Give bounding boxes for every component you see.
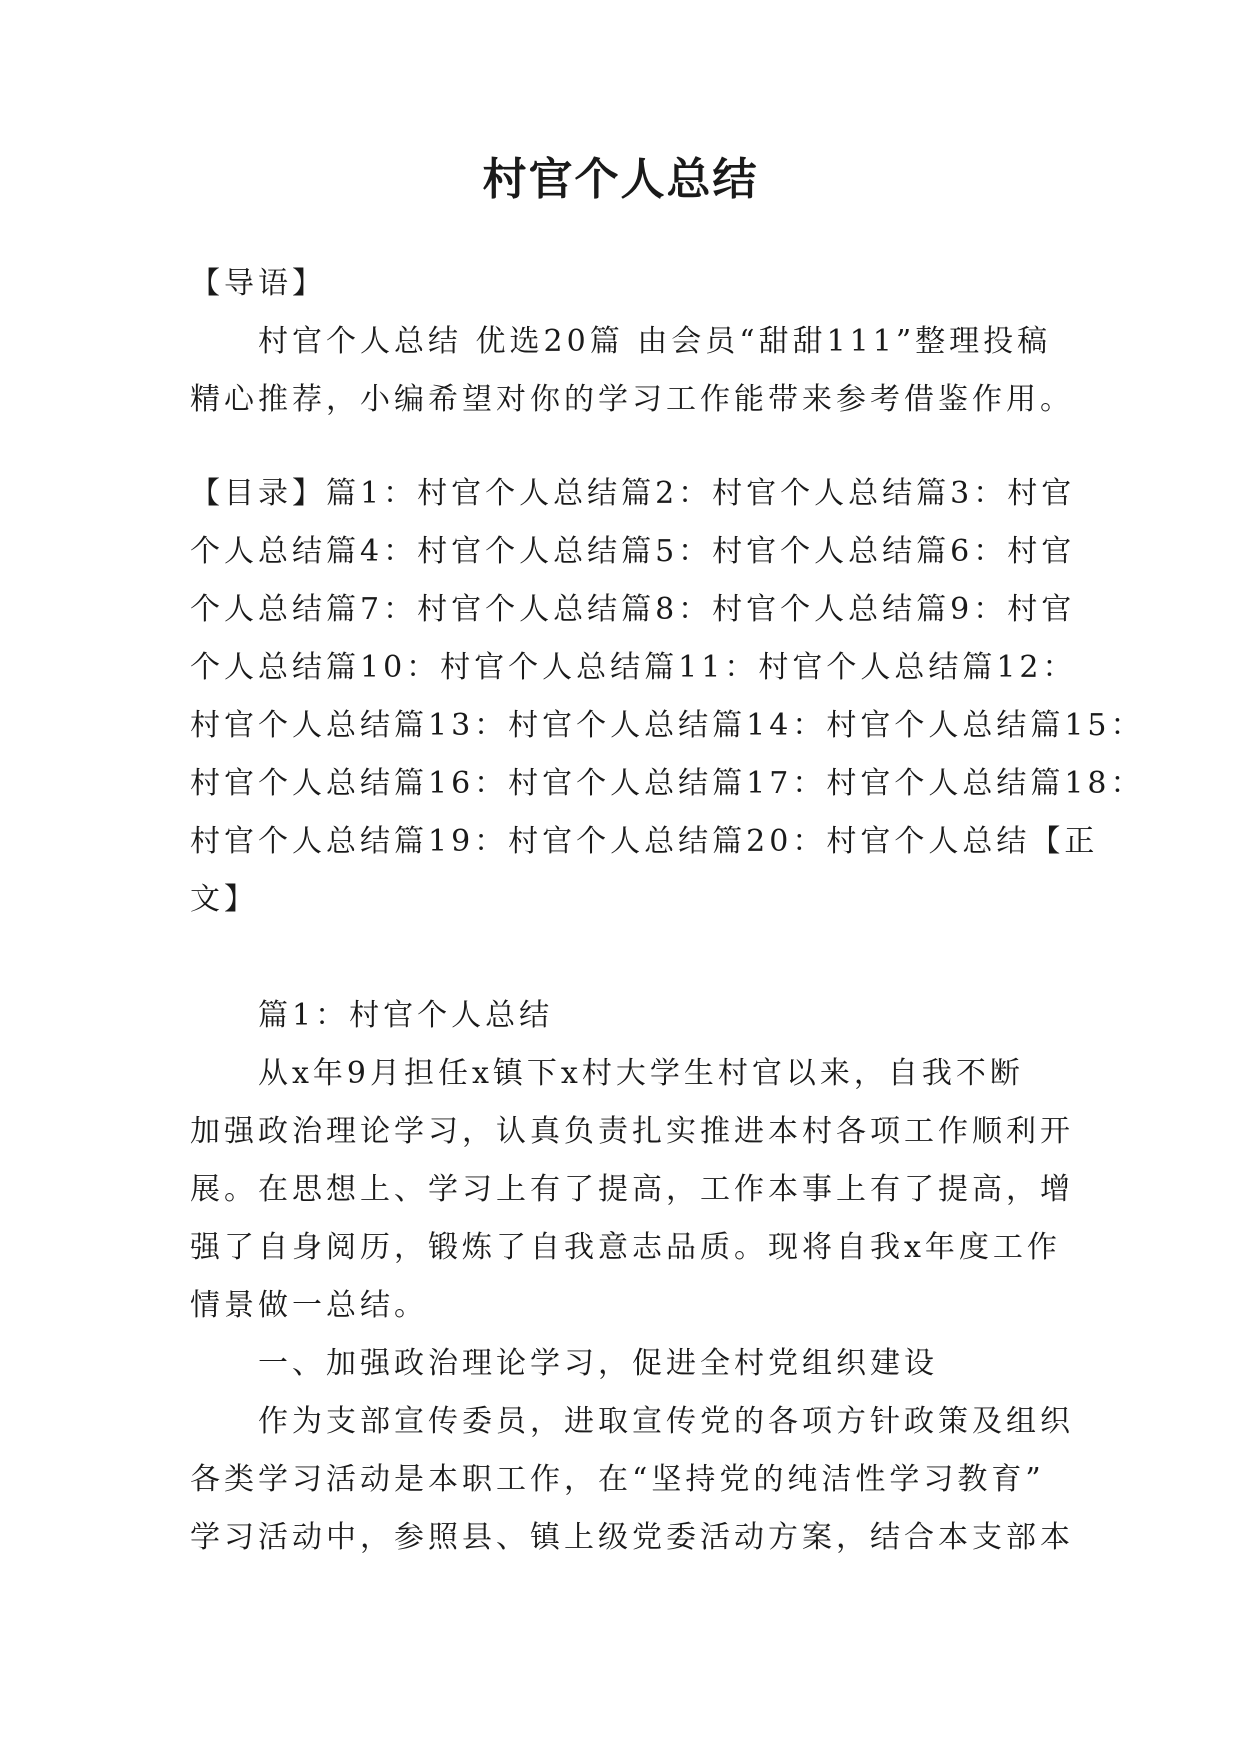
- article-section: [190, 987, 1074, 1567]
- toc-line: 个人总结篇10：村官个人总结篇11：村官个人总结篇12：: [190, 650, 1077, 685]
- intro-section: [190, 255, 1074, 429]
- article-line: 情景做一总结。: [190, 1288, 428, 1323]
- toc-line: 个人总结篇4：村官个人总结篇5：村官个人总结篇6：村官: [190, 534, 1076, 569]
- toc-line: 【目录】篇1：村官个人总结篇2：村官个人总结篇3：村官: [190, 476, 1076, 511]
- toc-line: 村官个人总结篇16：村官个人总结篇17：村官个人总结篇18：: [190, 766, 1145, 801]
- article-subheading: 一、加强政治理论学习，促进全村党组织建设: [190, 1346, 938, 1381]
- intro-heading: 【导语】: [190, 266, 326, 301]
- document-title: 村官个人总结: [482, 154, 759, 205]
- article-line: 从x年9月担任x镇下x村大学生村官以来，自我不断: [190, 1056, 1024, 1091]
- article-line: 强了自身阅历，锻炼了自我意志品质。现将自我x年度工作: [190, 1230, 1061, 1265]
- article-line: 展。在思想上、学习上有了提高，工作本事上有了提高，增: [190, 1172, 1074, 1207]
- intro-line: 精心推荐，小编希望对你的学习工作能带来参考借鉴作用。: [190, 382, 1074, 417]
- toc-line: 村官个人总结篇13：村官个人总结篇14：村官个人总结篇15：: [190, 708, 1145, 743]
- article-line: 各类学习活动是本职工作，在“坚持党的纯洁性学习教育”: [190, 1462, 1045, 1497]
- toc-section: [190, 465, 1145, 929]
- article-line: 加强政治理论学习，认真负责扎实推进本村各项工作顺利开: [190, 1114, 1074, 1149]
- toc-line: 村官个人总结篇19：村官个人总结篇20：村官个人总结【正: [190, 824, 1099, 859]
- intro-line: 村官个人总结 优选20篇 由会员“甜甜111”整理投稿: [190, 324, 1052, 359]
- article-line: 学习活动中，参照县、镇上级党委活动方案，结合本支部本: [190, 1520, 1074, 1555]
- toc-line: 个人总结篇7：村官个人总结篇8：村官个人总结篇9：村官: [190, 592, 1076, 627]
- toc-line: 文】: [190, 882, 258, 917]
- article-line: 作为支部宣传委员，进取宣传党的各项方针政策及组织: [190, 1404, 1074, 1439]
- article-section-heading: 篇1：村官个人总结: [190, 998, 554, 1033]
